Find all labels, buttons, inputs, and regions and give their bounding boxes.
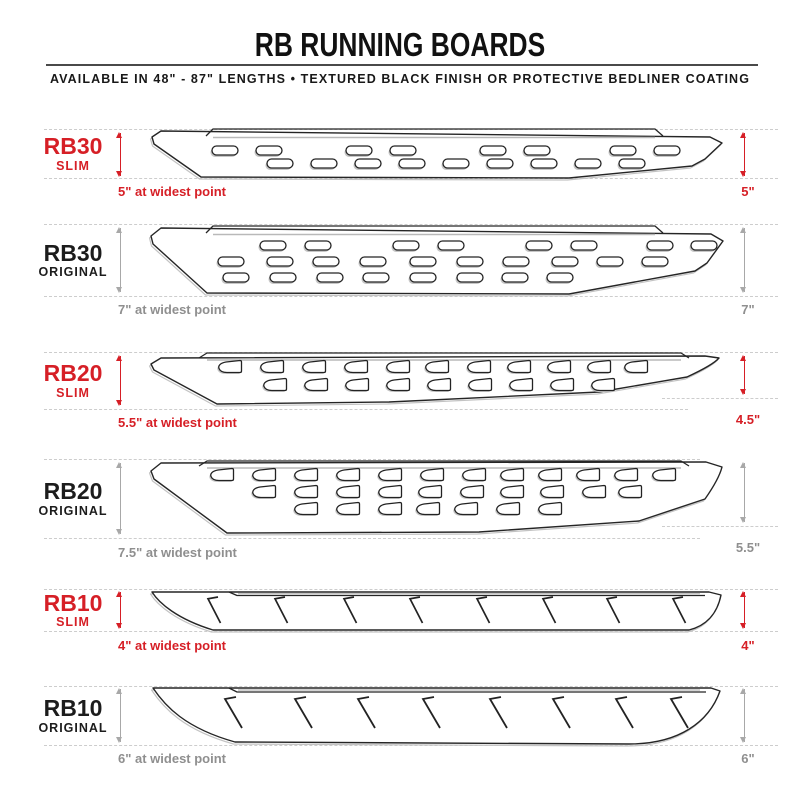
model-name: RB30 (43, 239, 103, 266)
widest-point-label: 6" at widest point (118, 751, 227, 766)
board-drawing-rb20-original (148, 458, 726, 540)
widest-point-label: 4" at widest point (118, 638, 227, 653)
left-dimension-arrow (120, 133, 121, 176)
right-height-label: 6" (741, 751, 755, 766)
page-title: RB RUNNING BOARDS (254, 26, 546, 63)
right-height-label: 4" (741, 638, 755, 653)
board-drawing-rb20-slim (148, 351, 726, 411)
section-rb30-original-label (14, 224, 132, 296)
widest-point-label: 5" at widest point (118, 184, 227, 199)
section-rb20-original-label (14, 459, 132, 538)
left-dimension-arrow (120, 356, 121, 405)
right-dimension-arrow (744, 463, 745, 522)
variant-name: SLIM (56, 615, 90, 629)
model-name: RB30 (43, 133, 103, 160)
right-height-label: 5" (741, 184, 755, 199)
model-name: RB10 (43, 695, 103, 722)
board-drawing-rb10-slim (148, 588, 726, 633)
section-rb20-slim-label (14, 352, 132, 409)
right-dimension-arrow (744, 133, 745, 176)
model-name: RB20 (43, 478, 103, 505)
widest-point-label: 7" at widest point (118, 302, 227, 317)
model-name: RB10 (43, 589, 103, 616)
variant-name: SLIM (56, 158, 90, 173)
right-height-label: 4.5" (735, 412, 761, 427)
right-dimension-arrow (744, 689, 745, 742)
page-subtitle: AVAILABLE IN 48" - 87" LENGTHS • TEXTURED BLACK FINISH OR PROTECTIVE BEDLINER COATING (49, 72, 751, 86)
variant-name: SLIM (56, 385, 90, 400)
left-dimension-arrow (120, 463, 121, 534)
right-height-label: 7" (741, 302, 755, 317)
right-dimension-arrow (744, 592, 745, 628)
board-drawing-rb30-original (148, 223, 726, 298)
variant-name: ORIGINAL (38, 720, 108, 735)
left-dimension-arrow (120, 228, 121, 292)
model-name: RB20 (43, 360, 103, 387)
right-height-label: 5.5" (735, 540, 761, 555)
variant-name: ORIGINAL (38, 503, 108, 518)
widest-point-label: 7.5" at widest point (118, 545, 237, 560)
left-dimension-arrow (120, 592, 121, 628)
variant-name: ORIGINAL (38, 265, 108, 279)
board-drawing-rb30-slim (148, 127, 726, 181)
title-divider (46, 64, 758, 66)
section-rb10-original-label (14, 686, 132, 745)
right-dimension-arrow (744, 228, 745, 292)
section-rb10-slim-label (14, 589, 132, 631)
left-dimension-arrow (120, 689, 121, 742)
board-drawing-rb10-original (148, 685, 726, 747)
right-dimension-arrow (744, 356, 745, 394)
section-rb30-slim-label (14, 129, 132, 178)
widest-point-label: 5.5" at widest point (118, 415, 237, 430)
